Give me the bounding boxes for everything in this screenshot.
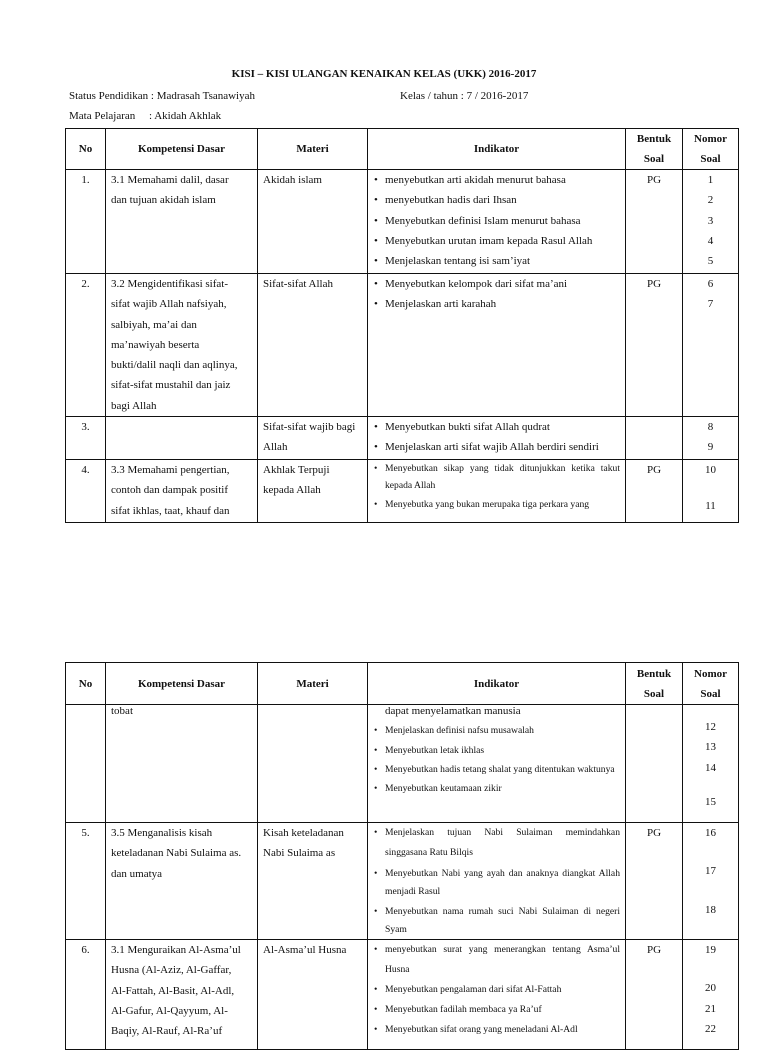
row-no xyxy=(66,705,106,823)
row-materi xyxy=(258,705,368,823)
materi-line: Allah xyxy=(263,441,288,454)
row-no: 3. xyxy=(66,417,106,460)
nomor-value: 6 xyxy=(707,278,714,290)
row-indikator xyxy=(368,170,626,274)
table-row xyxy=(66,460,739,523)
row-kompetensi-dasar xyxy=(106,274,258,417)
materi-line: Akhlak Terpuji xyxy=(263,464,330,477)
row-no: 5. xyxy=(66,823,106,940)
row-materi: Sifat-sifat Allah xyxy=(258,274,368,417)
row-materi: Al-Asma’ul Husna xyxy=(258,940,368,1050)
indikator-continuation: dapat menyelamatkan manusia xyxy=(385,705,521,717)
status-pendidikan: Status Pendidikan : Madrasah Tsanawiyah xyxy=(69,90,255,102)
row-indikator xyxy=(368,705,626,823)
indikator-item: • Menyebutkan kelompok dari sifat ma’ani xyxy=(385,274,620,294)
header-soal-line: Soal xyxy=(643,687,665,700)
header-materi: Materi xyxy=(258,663,368,705)
header-kompetensi-dasar: Kompetensi Dasar xyxy=(106,129,258,170)
row-nomor-soal xyxy=(683,417,739,460)
nomor-value: 17 xyxy=(705,865,716,878)
indikator-item: • Menjelaskan tujuan Nabi Sulaiman memindahkan singgasana Ratu Bilqis xyxy=(385,823,620,863)
nomor-value: 9 xyxy=(707,441,714,454)
mata-pelajaran: Mata Pelajaran : Akidah Akhlak xyxy=(69,110,222,122)
indikator-item: • Menyebutkan letak ikhlas xyxy=(385,741,620,761)
row-bentuk-soal: PG xyxy=(626,460,683,523)
nomor-value: 7 xyxy=(707,298,714,311)
row-nomor-soal xyxy=(683,705,739,823)
indikator-item: • Menyebutka yang bukan merupaka tiga perkara yang xyxy=(385,494,620,516)
nomor-value: 14 xyxy=(705,761,716,774)
row-materi xyxy=(258,823,368,940)
header-bentuk-line: Bentuk xyxy=(636,667,672,680)
materi-line: Sifat-sifat wajib bagi xyxy=(263,421,356,434)
materi-line: kepada Allah xyxy=(263,484,321,497)
header-kompetensi-dasar: Kompetensi Dasar xyxy=(106,663,258,705)
kelas-tahun: Kelas / tahun : 7 / 2016-2017 xyxy=(400,90,529,102)
kisi-table-page-1 xyxy=(65,128,739,523)
row-nomor-soal xyxy=(683,274,739,417)
indikator-item: • Menyebutkan pengalaman dari sifat Al-Fattah xyxy=(385,980,620,1000)
nomor-value: 3 xyxy=(707,214,714,227)
row-indikator xyxy=(368,823,626,940)
indikator-item: • Menyebutkan hadis tetang shalat yang ditentukan waktunya xyxy=(385,761,620,778)
kd-line: Baqiy, Al-Rauf, Al-Ra’uf xyxy=(111,1025,223,1038)
nomor-value: 16 xyxy=(705,827,716,839)
indikator-item: • Menyebutkan bukti sifat Allah qudrat xyxy=(385,417,620,437)
kd-line: dan umatya xyxy=(111,867,163,880)
indikator-item: • Menjelaskan tentang isi sam’iyat xyxy=(385,251,620,271)
indikator-item: • Menyebutkan fadilah membaca ya Ra’uf xyxy=(385,1000,620,1020)
kd-line: bukti/dalil naqli dan aqlinya, xyxy=(111,359,238,372)
indikator-item: • Menyebutkan definisi Islam menurut bahasa xyxy=(385,211,620,231)
row-materi xyxy=(258,460,368,523)
kd-line: sifat ikhlas, taat, khauf dan xyxy=(111,504,230,517)
row-nomor-soal xyxy=(683,823,739,940)
kd-line: keteladanan Nabi Sulaima as. xyxy=(111,847,242,860)
indikator-item: • Menjelaskan definisi nafsu musawalah xyxy=(385,721,620,741)
materi-line: Nabi Sulaima as xyxy=(263,847,336,860)
kd-line: dan tujuan akidah islam xyxy=(111,194,216,207)
row-kompetensi-dasar xyxy=(106,417,258,460)
header-nomor-soal xyxy=(683,129,739,170)
materi-line: Kisah keteladanan xyxy=(263,827,344,839)
header-nomor-line: Nomor xyxy=(694,667,727,680)
header-soal-line: Soal xyxy=(643,153,665,165)
row-kompetensi-dasar: tobat xyxy=(106,705,258,823)
row-bentuk-soal xyxy=(626,417,683,460)
row-bentuk-soal xyxy=(626,705,683,823)
row-no: 6. xyxy=(66,940,106,1050)
nomor-value: 15 xyxy=(705,795,716,808)
nomor-value: 21 xyxy=(705,1002,716,1015)
header-nomor-line: Nomor xyxy=(694,133,727,145)
header-bentuk-soal xyxy=(626,663,683,705)
kd-line: 3.2 Mengidentifikasi sifat- xyxy=(111,278,229,290)
header-soal-line: Soal xyxy=(700,687,721,700)
row-bentuk-soal: PG xyxy=(626,940,683,1050)
table-row xyxy=(66,705,739,823)
indikator-item: • menyebutkan arti akidah menurut bahasa xyxy=(385,170,620,190)
kd-line: salbiyah, ma’ai dan xyxy=(111,318,197,331)
nomor-value: 13 xyxy=(705,741,716,754)
kd-line: contoh dan dampak positif xyxy=(111,484,229,497)
document-title: KISI – KISI ULANGAN KENAIKAN KELAS (UKK) 2016-2017 xyxy=(231,68,537,80)
indikator-item: • menyebutkan hadis dari Ihsan xyxy=(385,190,620,210)
table-row xyxy=(66,274,739,417)
kd-line: ma’nawiyah beserta xyxy=(111,338,200,351)
row-nomor-soal xyxy=(683,460,739,523)
kd-line: Al-Gafur, Al-Qayyum, Al- xyxy=(111,1004,228,1017)
row-kompetensi-dasar xyxy=(106,460,258,523)
kisi-table-page-2 xyxy=(65,662,739,1050)
row-no: 4. xyxy=(66,460,106,523)
header-no: No xyxy=(66,663,106,705)
indikator-item: • Menjelaskan arti karahah xyxy=(385,294,620,314)
kd-line: sifat-sifat mustahil dan jaiz xyxy=(111,379,231,392)
row-bentuk-soal: PG xyxy=(626,823,683,940)
header-bentuk-line: Bentuk xyxy=(636,133,672,145)
table-row xyxy=(66,940,739,1050)
indikator-item: • Menyebutkan urutan imam kepada Rasul Allah xyxy=(385,231,620,251)
row-kompetensi-dasar xyxy=(106,940,258,1050)
nomor-value: 10 xyxy=(705,464,716,477)
row-kompetensi-dasar xyxy=(106,823,258,940)
table-header-row xyxy=(66,129,739,170)
indikator-item: • Menyebutkan Nabi yang ayah dan anaknya diangkat Allah menjadi Rasul xyxy=(385,865,620,901)
row-no: 2. xyxy=(66,274,106,417)
table-row xyxy=(66,823,739,940)
row-kompetensi-dasar xyxy=(106,170,258,274)
header-bentuk-soal xyxy=(626,129,683,170)
row-materi xyxy=(258,417,368,460)
row-indikator xyxy=(368,940,626,1050)
kd-line: Al-Fattah, Al-Basit, Al-Adl, xyxy=(111,984,235,997)
row-bentuk-soal: PG xyxy=(626,274,683,417)
indikator-item: • Menyebutkan sifat orang yang meneladani Al-Adl xyxy=(385,1020,620,1040)
indikator-item: • Menyebutkan nama rumah suci Nabi Sulaiman di negeri Syam xyxy=(385,903,620,939)
nomor-value: 20 xyxy=(705,982,716,995)
indikator-item: • Menjelaskan arti sifat wajib Allah berdiri sendiri xyxy=(385,437,620,457)
nomor-value: 8 xyxy=(707,421,714,434)
kd-line: Husna (Al-Aziz, Al-Gaffar, xyxy=(111,964,232,977)
indikator-item: • Menyebutkan keutamaan zikir xyxy=(385,778,620,800)
nomor-value: 5 xyxy=(707,255,714,268)
row-nomor-soal xyxy=(683,940,739,1050)
nomor-value: 22 xyxy=(705,1022,716,1035)
kd-line: sifat wajib Allah nafsiyah, xyxy=(111,298,227,311)
row-no: 1. xyxy=(66,170,106,274)
nomor-value: 1 xyxy=(707,174,714,186)
kd-line: bagi Allah xyxy=(111,399,157,412)
header-no: No xyxy=(66,129,106,170)
kd-line: 3.3 Memahami pengertian, xyxy=(111,464,230,477)
nomor-value: 4 xyxy=(707,234,714,247)
header-indikator: Indikator xyxy=(368,663,626,705)
kd-line: 3.1 Menguraikan Al-Asma’ul xyxy=(111,944,241,956)
row-materi: Akidah islam xyxy=(258,170,368,274)
row-indikator xyxy=(368,417,626,460)
row-indikator xyxy=(368,460,626,523)
nomor-value: 11 xyxy=(705,500,716,513)
nomor-value: 19 xyxy=(705,944,716,956)
header-indikator: Indikator xyxy=(368,129,626,170)
table-row xyxy=(66,417,739,460)
kd-line: 3.1 Memahami dalil, dasar xyxy=(111,174,229,186)
table-row xyxy=(66,170,739,274)
kd-line: 3.5 Menganalisis kisah xyxy=(111,827,213,839)
header-soal-line: Soal xyxy=(700,153,721,165)
header-nomor-soal xyxy=(683,663,739,705)
row-nomor-soal xyxy=(683,170,739,274)
header-materi: Materi xyxy=(258,129,368,170)
indikator-item: • menyebutkan surat yang menerangkan tentang Asma’ul Husna xyxy=(385,940,620,980)
indikator-item: • Menyebutkan sikap yang tidak ditunjukkan ketika takut kepada Allah xyxy=(385,460,620,494)
row-bentuk-soal: PG xyxy=(626,170,683,274)
nomor-value: 2 xyxy=(707,194,714,207)
row-indikator xyxy=(368,274,626,417)
nomor-value: 18 xyxy=(705,903,716,916)
nomor-value: 12 xyxy=(705,721,716,733)
table-header-row xyxy=(66,663,739,705)
